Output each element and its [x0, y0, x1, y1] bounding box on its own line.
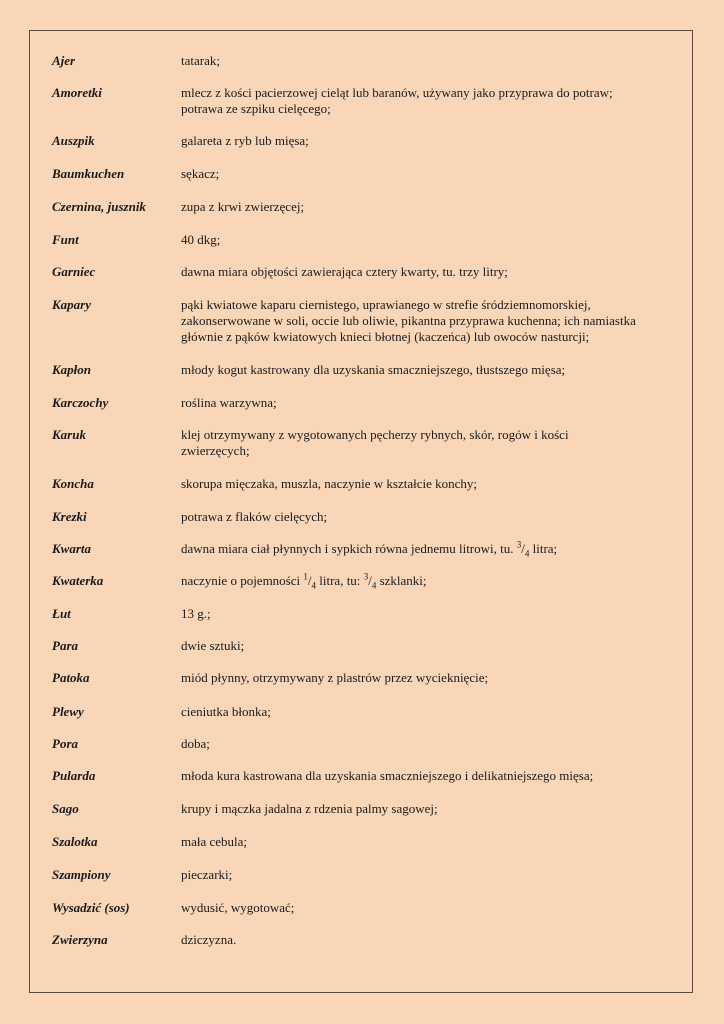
glossary-term: Auszpik	[52, 133, 95, 148]
glossary-definition: klej otrzymywany z wygotowanych pęcherzy rybnych, skór, rogów i kości zwierzęcych;	[181, 427, 569, 458]
glossary-term: Koncha	[52, 476, 94, 491]
glossary-definition: roślina warzywna;	[181, 395, 277, 410]
glossary-term: Pora	[52, 736, 78, 751]
glossary-term: Ajer	[52, 53, 76, 68]
glossary-definition: skorupa mięczaka, muszla, naczynie w kształcie konchy;	[181, 476, 477, 491]
glossary-term: Baumkuchen	[52, 166, 125, 181]
glossary-definition: dziczyzna.	[181, 932, 237, 947]
glossary-term: Czernina, jusznik	[52, 199, 146, 214]
glossary-definition: cieniutka błonka;	[181, 704, 271, 719]
glossary-definition: zupa z krwi zwierzęcej;	[181, 199, 305, 214]
glossary-term: Pularda	[52, 768, 96, 783]
glossary-term: Szalotka	[52, 834, 98, 849]
glossary-definition: dwie sztuki;	[181, 638, 245, 653]
glossary-term: Patoka	[52, 670, 90, 685]
glossary-term: Plewy	[52, 704, 84, 719]
glossary-definition: dawna miara ciał płynnych i sypkich równa jednemu litrowi, tu. $^3/_4$ litra;	[181, 539, 558, 559]
glossary-definition: dawna miara objętości zawierająca cztery kwarty, tu. trzy litry;	[181, 264, 508, 279]
glossary-term: Łut	[52, 606, 71, 621]
glossary-definition: krupy i mączka jadalna z rdzenia palmy sagowej;	[181, 801, 438, 816]
glossary-term: Krezki	[52, 509, 87, 524]
glossary-definition: doba;	[181, 736, 210, 751]
glossary-definition: miód płynny, otrzymywany z plastrów przez wycieknięcie;	[181, 670, 489, 685]
glossary-term: Garniec	[52, 264, 96, 279]
glossary-term: Kapary	[52, 297, 91, 312]
glossary-definition: naczynie o pojemności $^1/_4$ litra, tu: $^3/_4$ szklanki;	[181, 571, 427, 591]
glossary-definition: 40 dkg;	[181, 232, 221, 247]
glossary-definition: młoda kura kastrowana dla uzyskania smaczniejszego i delikatniejszego mięsa;	[181, 768, 594, 783]
glossary-term: Karczochy	[52, 395, 109, 410]
glossary-term: Zwierzyna	[52, 932, 108, 947]
glossary-definition: mała cebula;	[181, 834, 248, 849]
glossary-term: Funt	[52, 232, 79, 247]
glossary-definition: pąki kwiatowe kaparu ciernistego, uprawianego w strefie śródziemnomorskiej, zakonserwowane w soli, occie lub oliwie, pikantna przyprawa kuchenna; ich namiastka głównie z pąków kwiatowych knieci błotnej (kaczeńca) lub owoców nasturcji;	[181, 297, 636, 344]
glossary-definition: młody kogut kastrowany dla uzyskania smaczniejszego, tłustszego mięsa;	[181, 362, 566, 377]
glossary-definition: 13 g.;	[181, 606, 211, 621]
glossary-term: Kwaterka	[52, 573, 104, 588]
glossary-definition: galareta z ryb lub mięsa;	[181, 133, 309, 148]
glossary-term: Kapłon	[52, 362, 92, 377]
glossary-term: Amoretki	[52, 85, 102, 100]
glossary-term: Kwarta	[52, 541, 92, 556]
glossary-term: Szampiony	[52, 867, 111, 882]
glossary-term: Wysadzić (sos)	[52, 900, 130, 915]
glossary-definition: sękacz;	[181, 166, 220, 181]
glossary-definition: tatarak;	[181, 53, 220, 68]
glossary-definition: mlecz z kości pacierzowej cieląt lub baranów, używany jako przyprawa do potraw; potrawa ze szpiku cielęcego;	[181, 85, 613, 116]
glossary-term: Karuk	[52, 427, 86, 442]
glossary-definition: wydusić, wygotować;	[181, 900, 295, 915]
glossary-term: Para	[52, 638, 78, 653]
glossary-definition: pieczarki;	[181, 867, 233, 882]
glossary-definition: potrawa z flaków cielęcych;	[181, 509, 328, 524]
glossary-term: Sago	[52, 801, 79, 816]
